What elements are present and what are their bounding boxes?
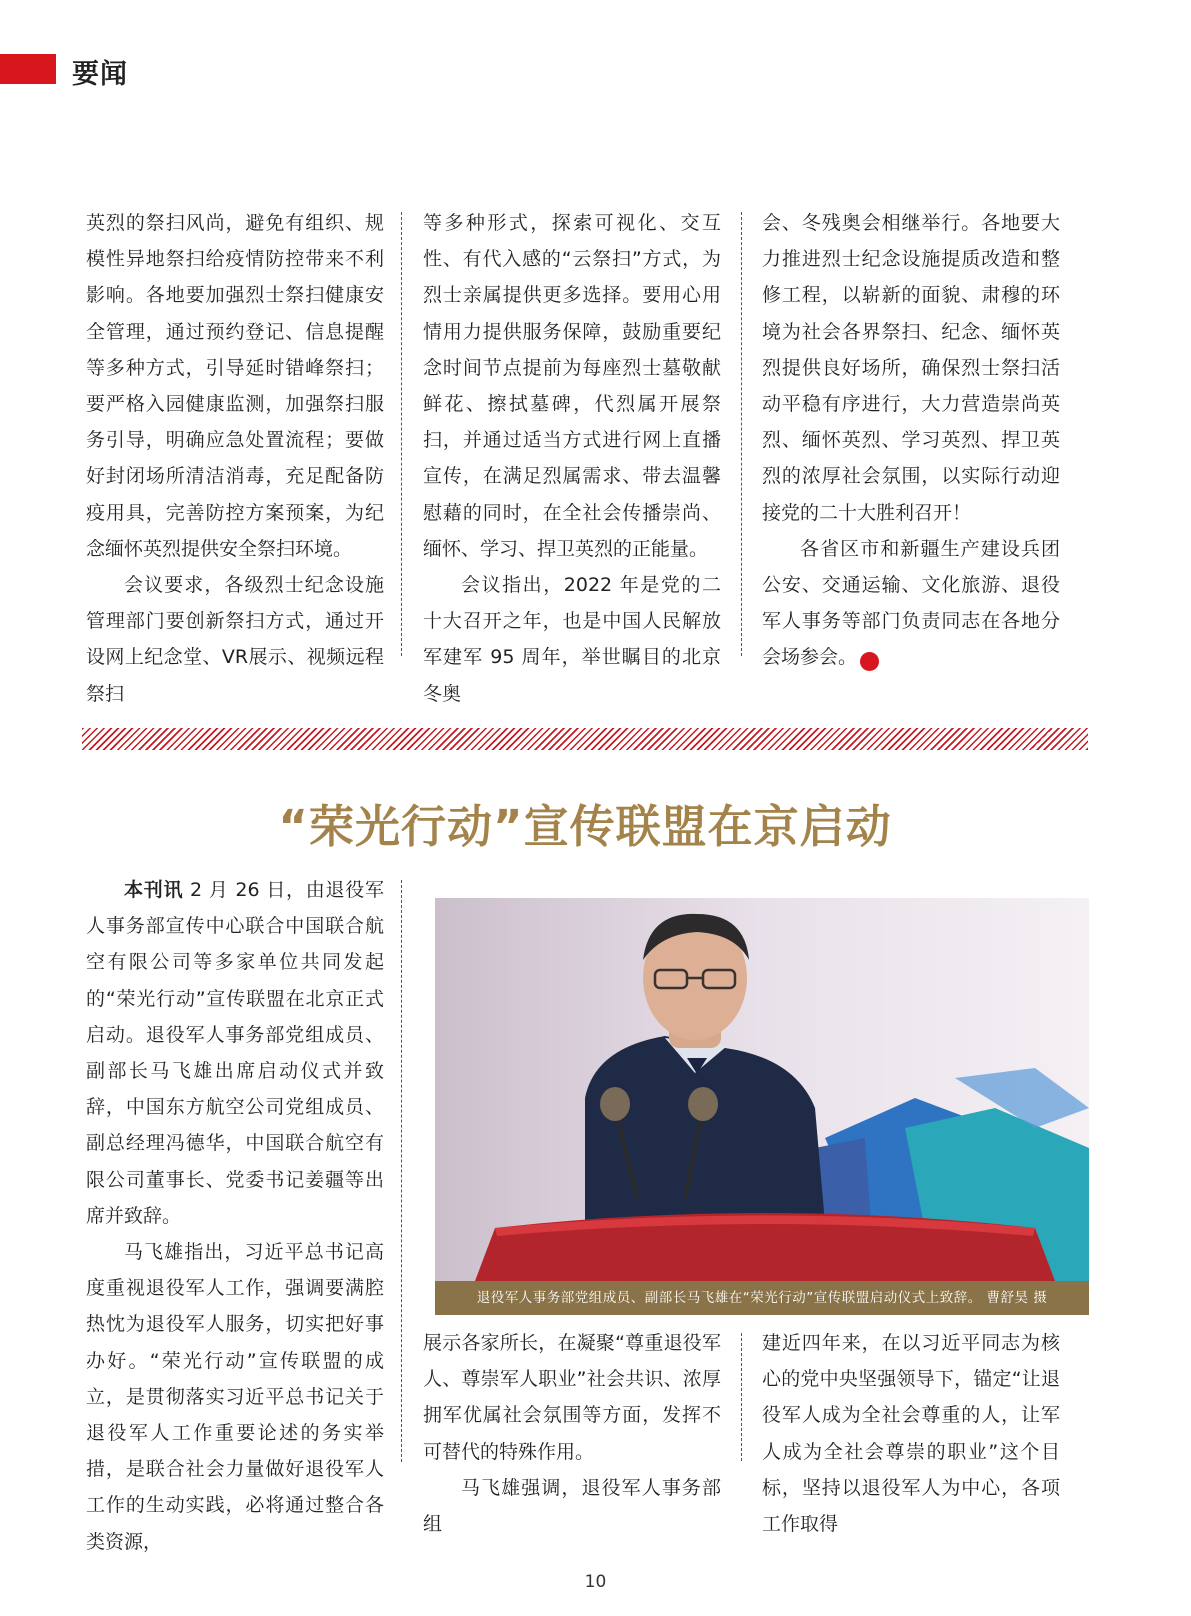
section-separator <box>82 728 1088 750</box>
paragraph <box>762 531 1060 676</box>
article-column-1 <box>86 872 384 1560</box>
paragraph-text: 各省区市和新疆生产建设兵团公安、交通运输、文化旅游、退役军人事务等部门负责同志在各地分会场参会。 <box>762 537 1060 669</box>
top-article-column-3 <box>762 205 1060 676</box>
top-article-column-2 <box>423 205 721 712</box>
column-divider <box>401 212 402 656</box>
section-color-tab <box>0 54 56 84</box>
paragraph: 等多种形式，探索可视化、交互性、有代入感的“云祭扫”方式，为烈士亲属提供更多选择。要用心用情用力提供服务保障，鼓励重要纪念时间节点提前为每座烈士墓敬献鲜花、擦拭墓碑，代烈属开展祭扫，并通过适当方式进行网上直播宣传，在满足烈属需求、带去温馨慰藉的同时，在全社会传播崇尚、缅怀、学习、捍卫英烈的正能量。 <box>423 212 721 560</box>
paragraph: 展示各家所长，在凝聚“尊重退役军人、尊崇军人职业”社会共识、浓厚拥军优属社会氛围等方面，发挥不可替代的特殊作用。 <box>423 1332 721 1463</box>
paragraph: 会议要求，各级烈士纪念设施管理部门要创新祭扫方式，通过开设网上纪念堂、VR展示、视频远程祭扫 <box>86 574 384 705</box>
paragraph: 会、冬残奥会相继举行。各地要大力推进烈士纪念设施提质改造和整修工程，以崭新的面貌、肃穆的环境为社会各界祭扫、纪念、缅怀英烈提供良好场所，确保烈士祭扫活动平稳有序进行，大力营造崇尚英烈、缅怀英烈、学习英烈、捍卫英烈的浓厚社会氛围，以实际行动迎接党的二十大胜利召开！ <box>762 212 1060 524</box>
paragraph: 马飞雄强调，退役军人事务部组 <box>423 1476 721 1536</box>
paragraph: 会议指出，2022 年是党的二十大召开之年，也是中国人民解放军建军 95 周年，举世瞩目的北京冬奥 <box>423 574 721 705</box>
section-label: 要闻 <box>72 59 128 90</box>
column-divider <box>401 880 402 1462</box>
column-divider <box>741 212 742 656</box>
top-article-column-1 <box>86 205 384 712</box>
page-number: 10 <box>584 1572 607 1592</box>
paragraph: 建近四年来，在以习近平同志为核心的党中央坚强领导下，锚定“让退役军人成为全社会尊重的人，让军人成为全社会尊崇的职业”这个目标，坚持以退役军人为中心，各项工作取得 <box>762 1332 1060 1536</box>
paragraph <box>86 872 384 1234</box>
photo-caption: 退役军人事务部党组成员、副部长马飞雄在“荣光行动”宣传联盟启动仪式上致辞。 曹舒昊 摄 <box>435 1281 1089 1315</box>
article-end-mark-icon: ▼ <box>860 652 879 671</box>
paragraph: 马飞雄指出，习近平总书记高度重视退役军人工作，强调要满腔热忱为退役军人服务，切实把好事办好。“荣光行动”宣传联盟的成立，是贯彻落实习近平总书记关于退役军人工作重要论述的务实举措，是联合社会力量做好退役军人工作的生动实践，必将通过整合各类资源， <box>86 1241 384 1553</box>
article-column-2 <box>423 1325 721 1542</box>
paragraph: 英烈的祭扫风尚，避免有组织、规模性异地祭扫给疫情防控带来不利影响。各地要加强烈士祭扫健康安全管理，通过预约登记、信息提醒等多种方式，引导延时错峰祭扫；要严格入园健康监测，加强祭扫服务引导，明确应急处置流程；要做好封闭场所清洁消毒，充足配备防疫用具，完善防控方案预案，为纪念缅怀英烈提供安全祭扫环境。 <box>86 212 384 560</box>
article-headline: “荣光行动”宣传联盟在京启动 <box>278 800 892 853</box>
speaker-photo-illustration <box>435 898 1089 1281</box>
lead-label: 本刊讯 <box>124 879 184 901</box>
article-column-3 <box>762 1325 1060 1542</box>
column-divider <box>741 1333 742 1461</box>
paragraph-text: 2 月 26 日，由退役军人事务部宣传中心联合中国联合航空有限公司等多家单位共同发起的“荣光行动”宣传联盟在北京正式启动。退役军人事务部党组成员、副部长马飞雄出席启动仪式并致辞，中国东方航空公司党组成员、副总经理冯德华，中国联合航空有限公司董事长、党委书记姜疆等出席并致辞。 <box>86 879 384 1227</box>
article-photo <box>435 898 1089 1281</box>
